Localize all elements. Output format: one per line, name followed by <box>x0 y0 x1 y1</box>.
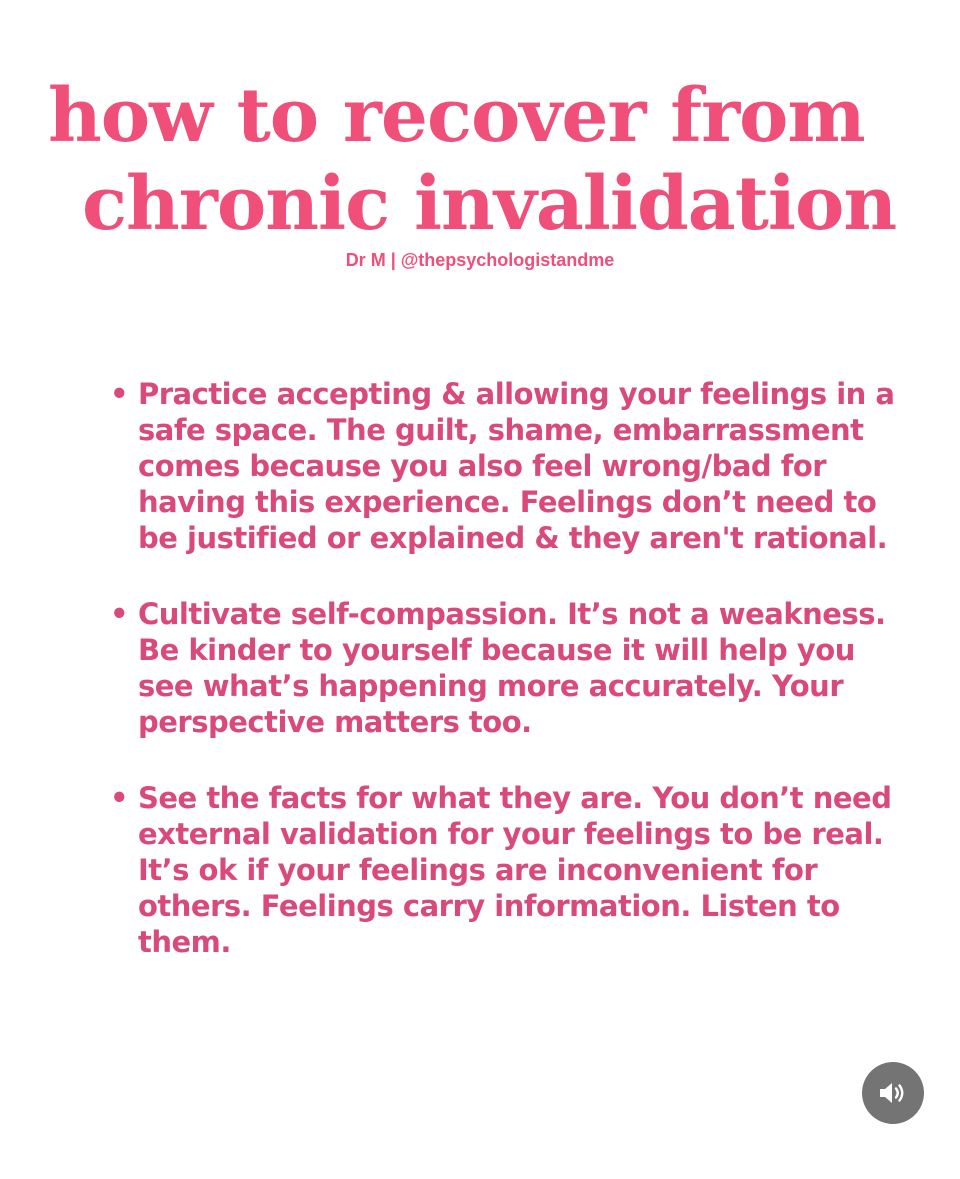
title-line-1: how to recover from <box>48 73 865 159</box>
bullet-marker: • <box>110 597 129 631</box>
speaker-icon <box>878 1080 908 1106</box>
tips-list <box>110 376 900 1000</box>
bullet-marker: • <box>110 781 129 815</box>
list-item-text: Practice accepting & allowing your feelings in a safe space. The guilt, shame, embarrassment comes because you also feel wrong/bad for having this experience. Feelings don’t need to be justified or explained & they aren't rational. <box>138 377 895 555</box>
list-item <box>110 780 900 960</box>
list-item-text: Cultivate self-compassion. It’s not a weakness. Be kinder to yourself because it will help you see what’s happening more accurately. Your perspective matters too. <box>138 597 886 739</box>
list-item <box>110 376 900 556</box>
list-item <box>110 596 900 740</box>
page-title <box>48 72 928 248</box>
audio-toggle-button[interactable] <box>862 1062 924 1124</box>
author-byline: Dr M | @thepsychologistandme <box>345 250 615 270</box>
bullet-marker: • <box>110 377 129 411</box>
list-item-text: See the facts for what they are. You don’t need external validation for your feelings to be real. It’s ok if your feelings are inconvenient for others. Feelings carry information. Listen to them. <box>138 781 892 959</box>
title-line-2: chronic invalidation <box>82 161 897 247</box>
